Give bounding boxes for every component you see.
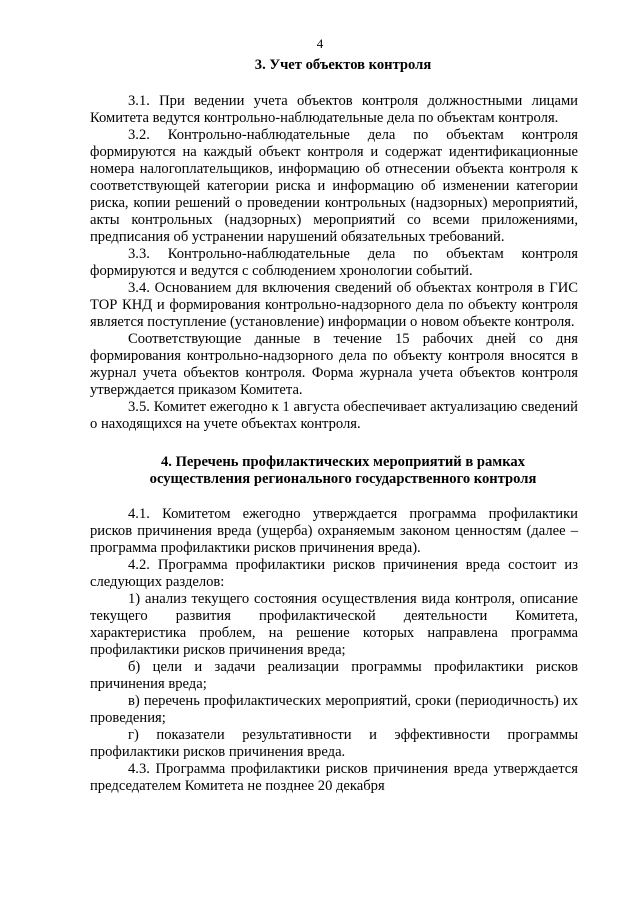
paragraph-3-4: 3.4. Основанием для включения сведений об объектах контроля в ГИС ТОР КНД и формирования контрольно-надзорного дела по объекту контроля является поступление (установление) информации о новом объекте контроля. [90, 280, 578, 330]
paragraph-3-3: 3.3. Контрольно-наблюдательные дела по объектам контроля формируются и ведутся с соблюдением хронологии событий. [90, 246, 578, 279]
document-body [90, 57, 578, 795]
list-item-1: 1) анализ текущего состояния осуществления вида контроля, описание текущего развития профилактической деятельности Комитета, характеристика проблем, на решение которых направлена программа профилактики рисков причинения вреда; [90, 591, 578, 658]
list-item-g: г) показатели результативности и эффективности программы профилактики рисков причинения вреда. [90, 727, 578, 760]
section-3-title: 3. Учет объектов контроля [254, 57, 432, 73]
paragraph-4-1: 4.1. Комитетом ежегодно утверждается программа профилактики рисков причинения вреда (ущерба) охраняемым законом ценностям (далее – программа профилактики рисков причинения вреда). [90, 506, 578, 556]
paragraph-3-2: 3.2. Контрольно-наблюдательные дела по объектам контроля формируются на каждый объект контроля и содержат идентификационные номера налогоплательщиков, информацию об отнесении объекта контроля к соответствующей категории риска и информацию об изменении категории риска, копии решений о проведении контрольных (надзорных) мероприятий, акты контрольных (надзорных) мероприятий со всеми приложениями, предписания об устранении нарушений обязательных требований. [90, 127, 578, 245]
paragraph-3-1: 3.1. При ведении учета объектов контроля должностными лицами Комитета ведутся контрольно-наблюдательные дела по объектам контроля. [90, 93, 578, 126]
paragraph-4-3: 4.3. Программа профилактики рисков причинения вреда утверждается председателем Комитета не позднее 20 декабря [90, 761, 578, 794]
paragraph-3-4-data: Соответствующие данные в течение 15 рабочих дней со дня формирования контрольно-надзорного дела по объекту контроля вносятся в журнал учета объектов контроля. Форма журнала учета объектов контроля утверждается приказом Комитета. [90, 331, 578, 398]
paragraph-4-2: 4.2. Программа профилактики рисков причинения вреда состоит из следующих разделов: [90, 557, 578, 590]
page-number: 4 [316, 36, 324, 51]
section-4-title-line-2: осуществления регионального государственного контроля [149, 471, 537, 487]
paragraph-3-5: 3.5. Комитет ежегодно к 1 августа обеспечивает актуализацию сведений о находящихся на учете объектах контроля. [90, 399, 578, 432]
list-item-v: в) перечень профилактических мероприятий, сроки (периодичность) их проведения; [90, 693, 578, 726]
section-4-title-line-1: 4. Перечень профилактических мероприятий в рамках [160, 454, 526, 470]
list-item-b: б) цели и задачи реализации программы профилактики рисков причинения вреда; [90, 659, 578, 692]
section-4-title [90, 454, 578, 488]
